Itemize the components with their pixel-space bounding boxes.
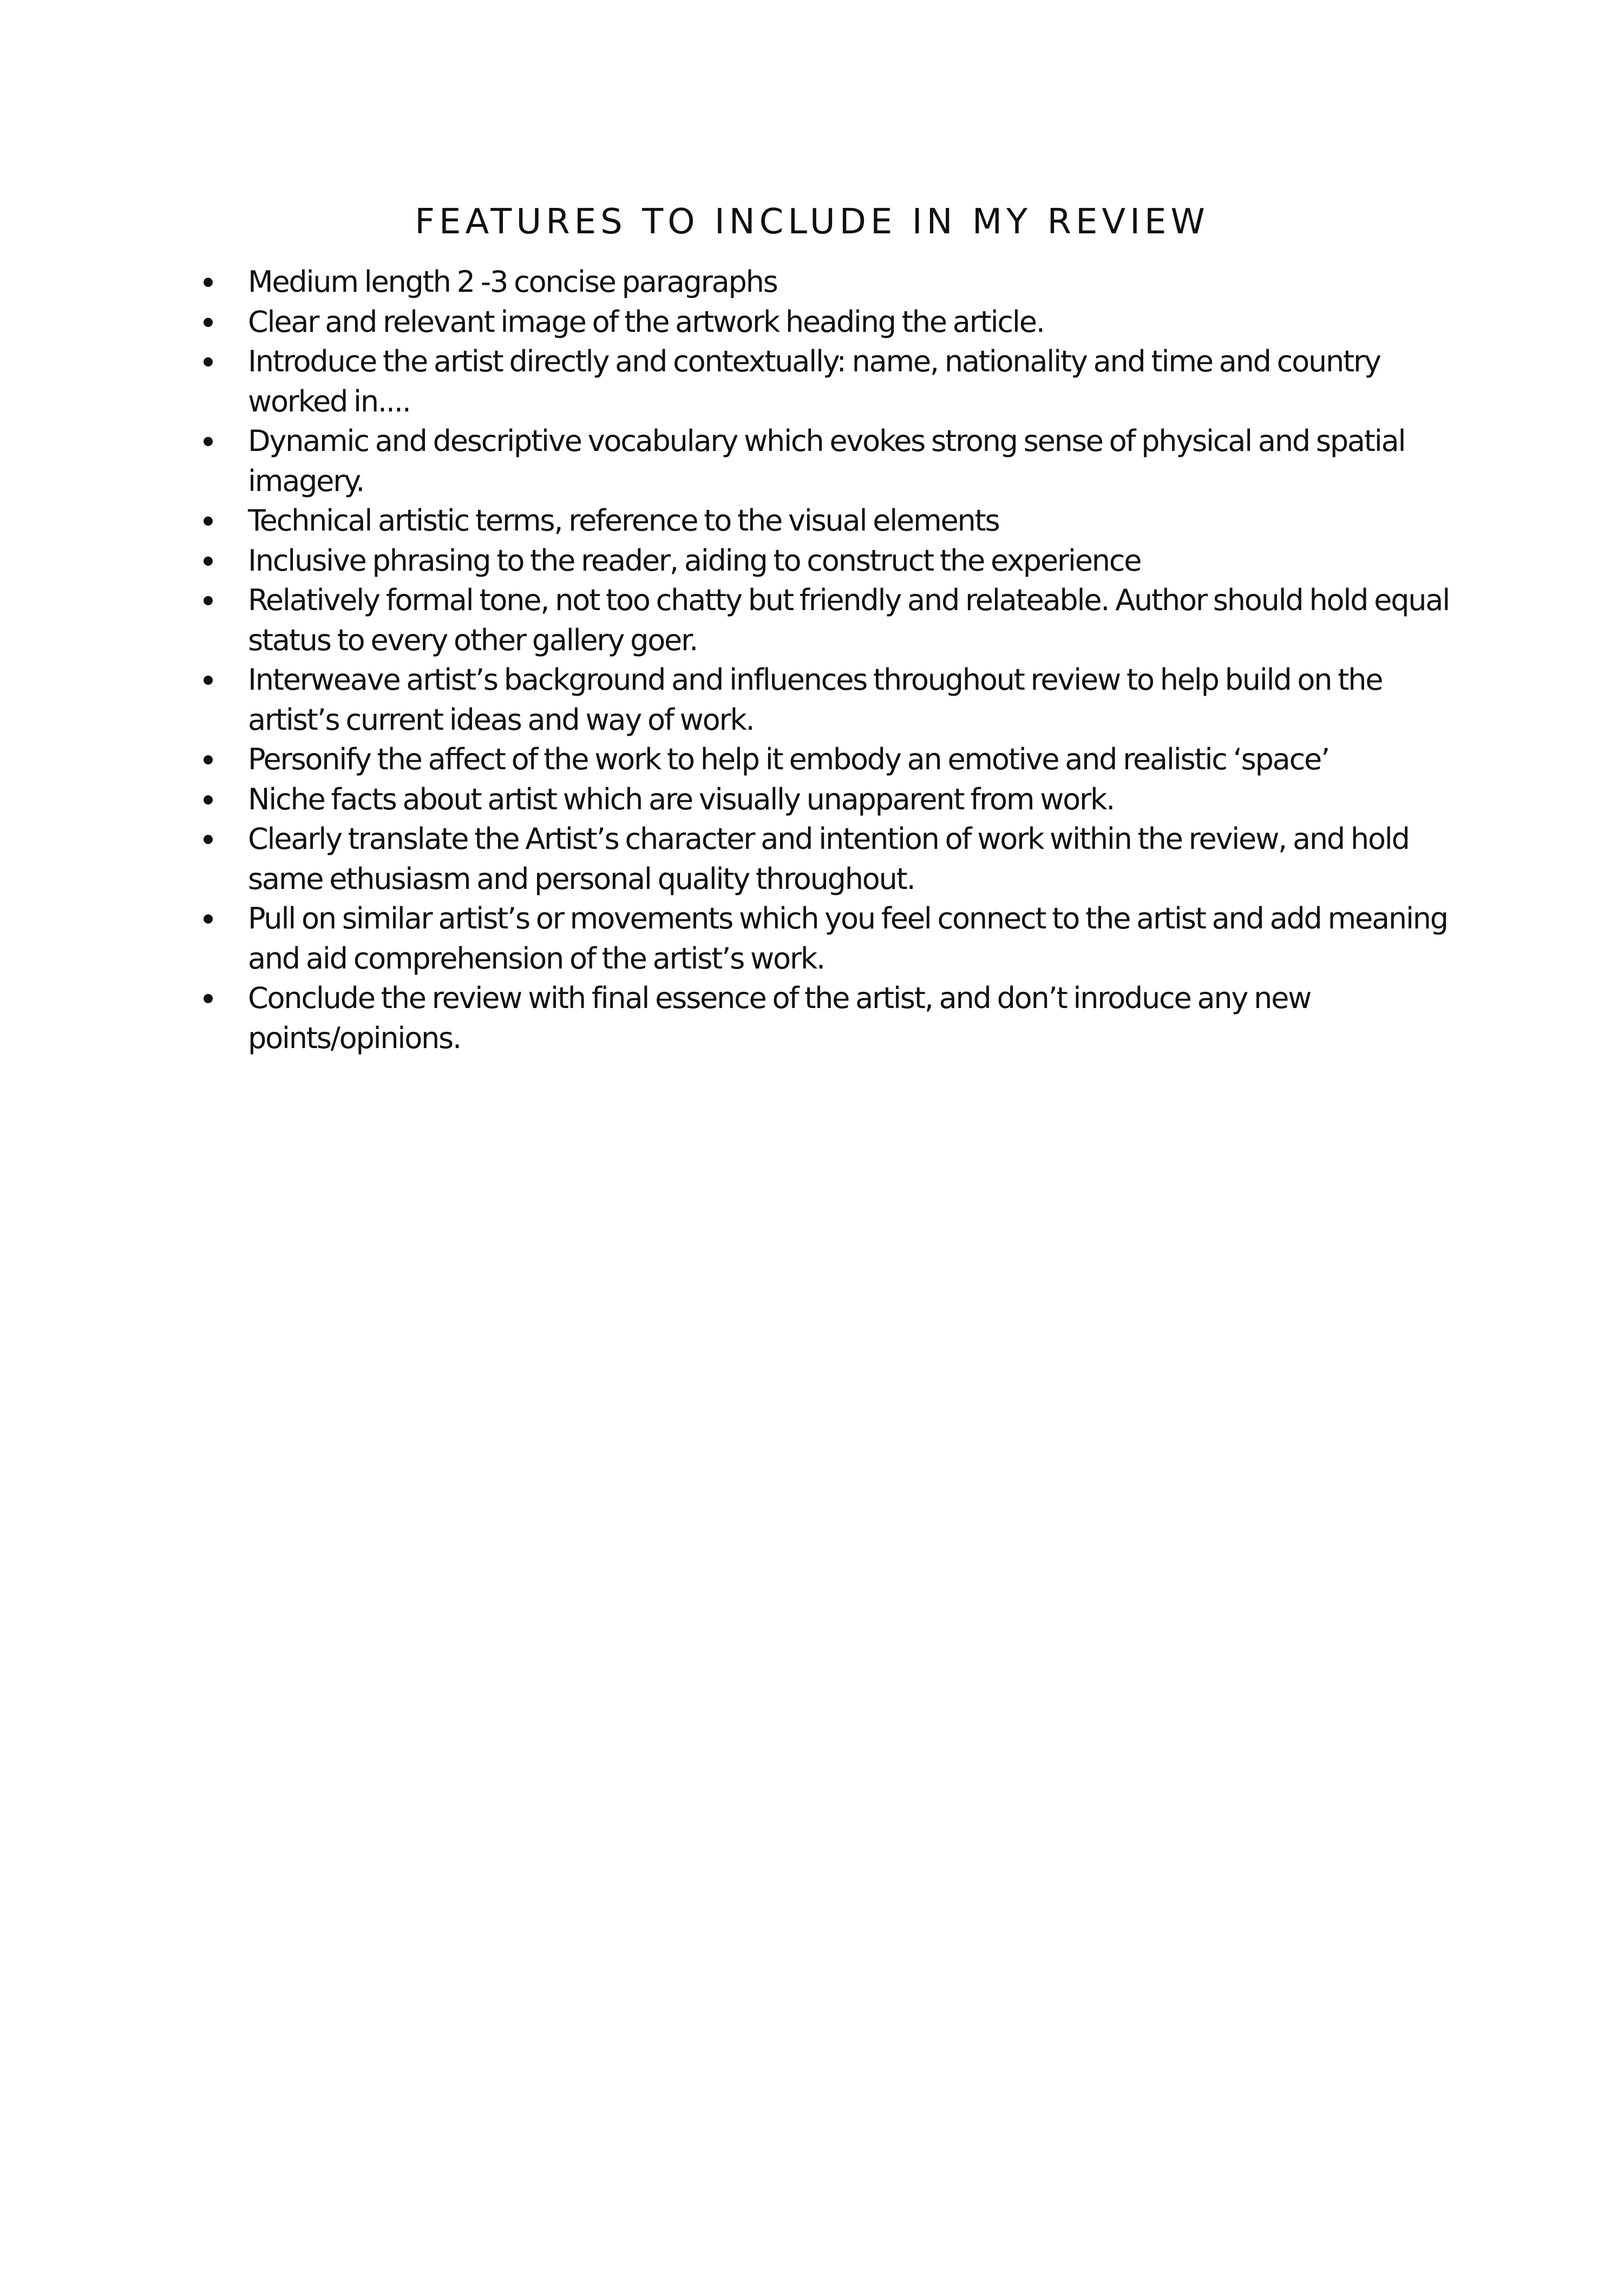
list-item — [248, 978, 1471, 1058]
list-item — [248, 580, 1471, 660]
list-item — [248, 342, 1471, 421]
list-item-text: Inclusive phrasing to the reader, aiding to construct the experience — [248, 543, 1141, 578]
bullet-icon — [200, 302, 222, 342]
list-item — [248, 660, 1471, 740]
bullet-icon — [200, 501, 222, 541]
bullet-icon — [200, 342, 222, 382]
list-item-text: Dynamic and descriptive vocabulary which evokes strong sense of physical and spatial imagery. — [248, 424, 1405, 498]
bullet-icon — [200, 262, 222, 302]
list-item — [248, 262, 1471, 302]
bullet-icon — [200, 660, 222, 700]
list-item-text: Pull on similar artist’s or movements which you feel connect to the artist and add meaning and aid comprehension of the artist’s work. — [248, 901, 1448, 976]
document-title: FEATURES TO INCLUDE IN MY REVIEW — [415, 202, 1209, 242]
list-item — [248, 740, 1471, 780]
bullet-icon — [200, 421, 222, 461]
list-item-text: Niche facts about artist which are visually unapparent from work. — [248, 782, 1115, 816]
bullet-icon — [200, 899, 222, 939]
list-item-text: Clearly translate the Artist’s character and intention of work within the review, and hold same ethusiasm and personal quality throughout. — [248, 822, 1409, 896]
list-item-text: Personify the affect of the work to help it embody an emotive and realistic ‘space’ — [248, 742, 1330, 776]
list-item-text: Conclude the review with final essence of the artist, and don’t inroduce any new points/opinions. — [248, 981, 1311, 1055]
bullet-icon — [200, 580, 222, 620]
bullet-icon — [200, 780, 222, 820]
list-item-text: Introduce the artist directly and contextually: name, nationality and time and country worked in.... — [248, 344, 1380, 418]
features-list — [248, 262, 1471, 1058]
list-item-text: Medium length 2 -3 concise paragraphs — [248, 265, 777, 299]
list-item — [248, 819, 1471, 899]
list-item-text: Interweave artist’s background and influences throughout review to help build on the artist’s current ideas and way of work. — [248, 663, 1383, 737]
list-item — [248, 302, 1471, 342]
bullet-icon — [200, 740, 222, 780]
list-item — [248, 541, 1471, 581]
list-item — [248, 421, 1471, 501]
bullet-icon — [200, 978, 222, 1018]
bullet-icon — [200, 819, 222, 859]
list-item — [248, 501, 1471, 541]
list-item — [248, 780, 1471, 820]
list-item-text: Technical artistic terms, reference to the visual elements — [248, 503, 999, 538]
list-item-text: Relatively formal tone, not too chatty but friendly and relateable. Author should hold equal status to every other gallery goer. — [248, 583, 1450, 657]
bullet-icon — [200, 541, 222, 581]
list-item-text: Clear and relevant image of the artwork heading the article. — [248, 304, 1044, 339]
list-item — [248, 899, 1471, 978]
